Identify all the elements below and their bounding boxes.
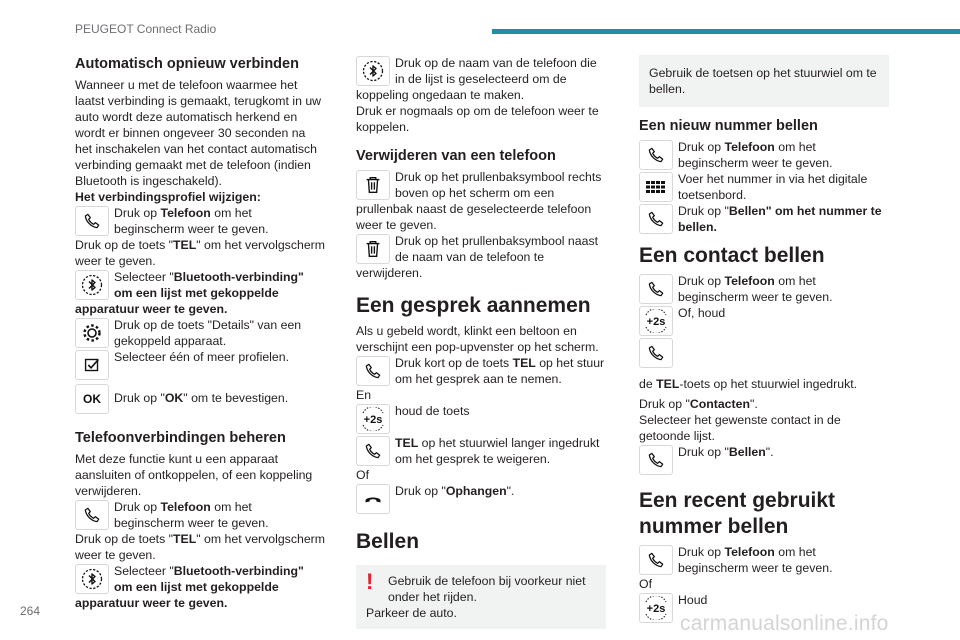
column-3: Gebruik de toetsen op het stuurwiel om te bellen. Een nieuw nummer bellen Druk op Telefoon om het beginscherm weer te geven. Voer het nummer in via het digitale toetsenbord. Druk op "Bellen" om het nummer te bellen. Een contact bellen Druk op Telefoon om het beginscherm weer te geven. Of, houd de TEL-toets op het stuurwiel ingedrukt. Druk op "Contacten". Selecteer het gewenste contact in de getoonde lijst. Druk op "Bellen". Een recent gebruikt nummer bellen Druk op Telefoon om het beginscherm weer te geven. Of Houd [639,55,889,624]
column-1: Automatisch opnieuw verbinden Wanneer u met de telefoon waarmee het laatst verbinding is gemaakt, terugkomt in uw auto wordt deze automatisch herkend en wordt er binnen ongeveer 30 seconden na het inschakelen van het contact automatisch verbinding gemaakt met de telefoon (indien Bluetooth is ingeschakeld). Het verbindingsprofiel wijzigen: Druk op Telefoon om het beginscherm weer te geven. Druk op de toets "TEL" om het vervolgscherm weer te geven. Selecteer "Bluetooth-verbinding" om een lijst met gekoppelde apparatuur weer te geven. Druk op de toets "Details" van een gekoppeld apparaat. Selecteer één of meer profielen. OK Druk op "OK" om te bevestigen. Telefoonverbindingen beheren Met deze functie kunt u een apparaat aansluiten of ontkoppelen, of een koppeling verwijderen. Druk op Telefoon om het beginscherm weer te geven. Druk op de toets "TEL" om het vervolgscherm weer te geven. Selecteer "Bluetooth-verbinding" om een lijst met gekoppelde apparatuur weer te geven. [75,56,325,610]
phone-icon [639,445,673,475]
bluetooth-icon [75,270,109,300]
phone-icon [639,274,673,304]
watermark: carmanualsonline.info [680,612,889,635]
warning-icon: ! [366,569,374,594]
bluetooth-icon [75,564,109,594]
phone-icon [356,356,390,386]
section-title-large: Bellen [356,530,420,553]
header-title: PEUGEOT Connect Radio [75,22,217,36]
hold-2s-icon [639,306,673,336]
note-box: Gebruik de toetsen op het stuurwiel om te bellen. [639,55,889,107]
paragraph: Of [639,577,652,591]
section-title: Telefoonverbindingen beheren [75,430,286,446]
paragraph: En [356,388,372,402]
checkbox-icon [75,350,109,380]
phone-icon [639,338,673,368]
hold-2s-icon [639,593,673,623]
paragraph: Met deze functie kunt u een apparaat aansluiten of ontkoppelen, of een koppeling verwijderen. [75,452,313,498]
instruction: Druk op "Contacten". [639,397,758,411]
phone-icon [356,436,390,466]
section-title: Automatisch opnieuw verbinden [75,56,299,72]
instruction: Druk op de toets "TEL" om het vervolgscherm weer te geven. [75,238,325,268]
phone-icon [75,206,109,236]
bluetooth-icon [356,56,390,86]
phone-icon [75,500,109,530]
section-title-large: Een gesprek aannemen [356,294,591,317]
page-number: 264 [20,604,41,618]
paragraph: Selecteer het gewenste contact in de getoonde lijst. [639,413,841,443]
section-title-large: Een recent gebruikt nummer bellen [639,489,836,538]
paragraph: Of [356,468,369,482]
paragraph: Druk er nogmaals op om de telefoon weer te koppelen. [356,104,599,134]
gear-icon [75,318,109,348]
section-title: Verwijderen van een telefoon [356,148,556,164]
header-accent-bar [492,29,960,34]
warning-box: ! Gebruik de telefoon bij voorkeur niet onder het rijden. Parkeer de auto. [356,565,606,629]
section-title-large: Een contact bellen [639,244,825,267]
hang-up-icon [356,484,390,514]
column-2: Druk op de naam van de telefoon die in de lijst is geselecteerd om de koppeling ongedaan te maken. Druk er nogmaals op om de telefoon weer te koppelen. Verwijderen van een telefoon Druk op het prullenbaksymbool rechts boven op het scherm om een prullenbak naast de geselecteerde telefoon weer te geven. Druk op het prullenbaksymbool naast de naam van de telefoon te verwijderen. Een gesprek aannemen Als u gebeld wordt, klinkt een beltoon en verschijnt een pop-upvenster op het scherm. Druk kort op de toets TEL op het stuur om het gesprek aan te nemen. En houd de toets TEL op het stuurwiel langer ingedrukt om het gesprek te weigeren. Of Druk op "Ophangen". Bellen ! Gebruik de telefoon bij voorkeur niet onder het rijden. Parkeer de auto. [356,55,606,629]
subheading: Het verbindingsprofiel wijzigen: [75,190,261,204]
paragraph: Wanneer u met de telefoon waarmee het laatst verbinding is gemaakt, terugkomt in uw auto wordt deze automatisch herkend en wordt er binnen ongeveer 30 seconden na het inschakelen van het contact automatisch verbinding gemaakt met de telefoon (indien Bluetooth is ingeschakeld). [75,78,322,188]
phone-icon [639,545,673,575]
trash-icon [356,234,390,264]
phone-icon [639,204,673,234]
ok-icon: OK [75,384,109,414]
paragraph: Als u gebeld wordt, klinkt een beltoon en verschijnt een pop-upvenster op het scherm. [356,324,599,354]
hold-2s-icon [356,404,390,434]
instruction: Druk op de toets "TEL" om het vervolgscherm weer te geven. [75,532,325,562]
keypad-icon [639,172,673,202]
section-title: Een nieuw nummer bellen [639,118,818,134]
trash-icon [356,170,390,200]
phone-icon [639,140,673,170]
